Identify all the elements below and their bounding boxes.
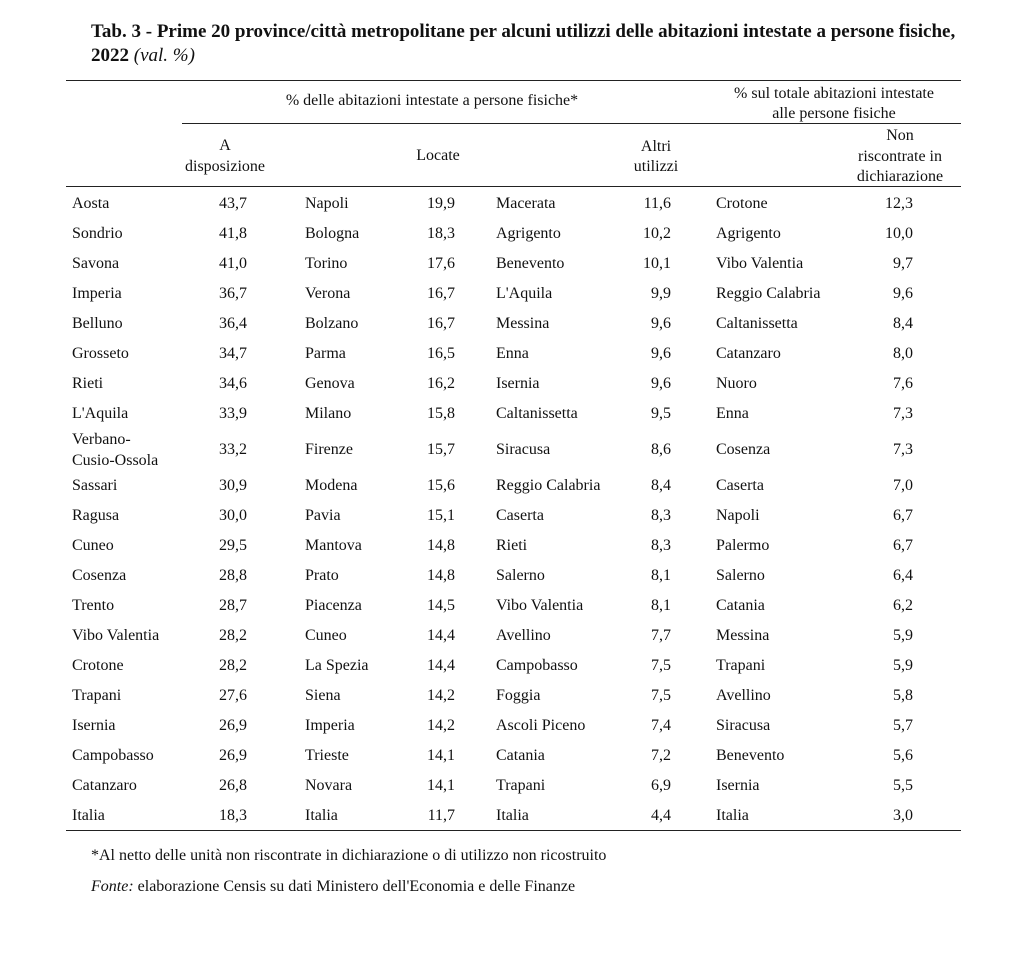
cell-p3: Avellino [496, 627, 551, 644]
source-text: elaborazione Censis su dati Ministero dell'Economia e delle Finanze [137, 878, 576, 895]
cell-p2: Siena [305, 687, 341, 704]
cell-p3: Caltanissetta [496, 405, 578, 422]
col-header-non-riscontrate-line2: riscontrate in [858, 148, 942, 165]
cell-p4: Agrigento [716, 225, 781, 242]
cell-p3: Foggia [496, 687, 541, 704]
cell-v1: 30,0 [219, 507, 247, 524]
cell-v4: 10,0 [885, 225, 913, 242]
cell-v2: 14,8 [427, 537, 455, 554]
cell-v1: 30,9 [219, 477, 247, 494]
cell-v3: 4,4 [651, 807, 671, 824]
cell-p2: Torino [305, 255, 348, 272]
cell-v4: 12,3 [885, 195, 913, 212]
footnote: *Al netto delle unità non riscontrate in dichiarazione o di utilizzo non ricostruito [91, 847, 607, 864]
cell-p4: Vibo Valentia [716, 255, 804, 272]
col-header-locate: Locate [416, 147, 460, 164]
cell-v2: 14,2 [427, 687, 455, 704]
cell-v4: 3,0 [893, 807, 913, 824]
cell-v1: 26,9 [219, 747, 247, 764]
cell-v4: 7,3 [893, 441, 913, 458]
cell-v2: 15,7 [427, 441, 455, 458]
col-header-disposizione-line2: disposizione [185, 158, 265, 175]
cell-p1: Campobasso [72, 747, 154, 764]
cell-v2: 14,2 [427, 717, 455, 734]
cell-v4: 5,9 [893, 657, 913, 674]
cell-p3: Trapani [496, 777, 546, 794]
cell-v4: 5,5 [893, 777, 913, 794]
cell-v2: 14,1 [427, 747, 455, 764]
cell-p1: Cosenza [72, 567, 127, 584]
cell-p4: Avellino [716, 687, 771, 704]
cell-v2: 17,6 [427, 255, 455, 272]
cell-v3: 11,6 [643, 195, 671, 212]
cell-v3: 9,9 [651, 285, 671, 302]
cell-p3: Rieti [496, 537, 528, 554]
cell-p1: Trento [72, 597, 115, 614]
cell-p3: Campobasso [496, 657, 578, 674]
cell-p1: L'Aquila [72, 405, 129, 422]
cell-p1: Imperia [72, 285, 122, 302]
cell-p4: Enna [716, 405, 749, 422]
cell-p2: Mantova [305, 537, 362, 554]
cell-v4: 7,6 [893, 375, 913, 392]
cell-v1: 41,0 [219, 255, 247, 272]
col-header-altri-line1: Altri [640, 138, 672, 155]
cell-p1a: Verbano- [72, 431, 131, 448]
cell-p1: Crotone [72, 657, 124, 674]
cell-v3: 7,5 [651, 657, 671, 674]
cell-p3: Italia [496, 807, 529, 824]
cell-p2: Cuneo [305, 627, 347, 644]
cell-v1: 28,8 [219, 567, 247, 584]
cell-v3: 8,1 [651, 567, 671, 584]
cell-p4: Italia [716, 807, 749, 824]
cell-v1: 29,5 [219, 537, 247, 554]
bottom-rule [66, 830, 961, 831]
cell-p2: Genova [305, 375, 355, 392]
cell-v1: 43,7 [219, 195, 247, 212]
cell-v4: 8,4 [893, 315, 913, 332]
cell-p4: Caserta [716, 477, 764, 494]
cell-p3: Macerata [496, 195, 556, 212]
cell-p1: Grosseto [72, 345, 129, 362]
cell-v4: 9,6 [893, 285, 913, 302]
cell-v2: 16,7 [427, 285, 455, 302]
cell-v4: 5,7 [893, 717, 913, 734]
header-group-percent-totale-line2: alle persone fisiche [772, 105, 896, 122]
cell-v3: 10,2 [643, 225, 671, 242]
cell-v3: 9,6 [651, 315, 671, 332]
cell-v2: 14,4 [427, 627, 455, 644]
cell-v2: 15,6 [427, 477, 455, 494]
cell-p2: Pavia [305, 507, 341, 524]
cell-p3: Messina [496, 315, 550, 332]
header-bottom-rule [66, 186, 961, 187]
cell-p2: Bologna [305, 225, 360, 242]
cell-p2: Parma [305, 345, 346, 362]
col-header-altri-line2: utilizzi [633, 158, 679, 175]
cell-p3: Benevento [496, 255, 565, 272]
cell-p4: Napoli [716, 507, 760, 524]
col-header-non-riscontrate-line1: Non [886, 127, 914, 144]
cell-v4: 6,7 [893, 507, 913, 524]
cell-v3: 7,2 [651, 747, 671, 764]
cell-v1: 26,9 [219, 717, 247, 734]
cell-v4: 6,2 [893, 597, 913, 614]
cell-p2: Milano [305, 405, 352, 422]
cell-p1: Belluno [72, 315, 123, 332]
header-group-rule [182, 123, 961, 124]
cell-v3: 10,1 [643, 255, 671, 272]
cell-v4: 5,8 [893, 687, 913, 704]
cell-p4: Trapani [716, 657, 766, 674]
cell-v3: 8,3 [651, 537, 671, 554]
cell-p1: Catanzaro [72, 777, 137, 794]
cell-v3: 7,7 [651, 627, 671, 644]
title-text: Tab. 3 - Prime 20 province/città metropolitane per alcuni utilizzi delle abitazioni intestate a persone fisiche, 2022 [91, 21, 956, 66]
cell-v4: 9,7 [893, 255, 913, 272]
cell-p4: Salerno [716, 567, 765, 584]
cell-p3: Salerno [496, 567, 545, 584]
cell-v2: 14,4 [427, 657, 455, 674]
cell-v3: 8,4 [651, 477, 671, 494]
cell-p3: Catania [496, 747, 545, 764]
cell-v1: 34,7 [219, 345, 247, 362]
top-rule [66, 80, 961, 81]
cell-v3: 9,6 [651, 375, 671, 392]
cell-v1: 33,2 [219, 441, 247, 458]
cell-p1: Sondrio [72, 225, 123, 242]
cell-p4: Caltanissetta [716, 315, 798, 332]
cell-p4: Nuoro [716, 375, 757, 392]
cell-v2: 14,1 [427, 777, 455, 794]
cell-p4: Cosenza [716, 441, 771, 458]
cell-p1: Ragusa [72, 507, 120, 524]
header-group-percent-totale-line1: % sul totale abitazioni intestate [734, 85, 934, 102]
cell-p2: Novara [305, 777, 353, 794]
cell-v1: 41,8 [219, 225, 247, 242]
cell-v3: 9,6 [651, 345, 671, 362]
cell-v4: 7,3 [893, 405, 913, 422]
cell-p4: Siracusa [716, 717, 771, 734]
cell-v2: 16,7 [427, 315, 455, 332]
cell-p3: Agrigento [496, 225, 561, 242]
cell-p2: Imperia [305, 717, 355, 734]
cell-p1: Aosta [72, 195, 110, 212]
cell-p4: Reggio Calabria [716, 285, 821, 302]
cell-v4: 6,7 [893, 537, 913, 554]
cell-v2: 19,9 [427, 195, 455, 212]
cell-p4: Catania [716, 597, 765, 614]
cell-v3: 8,3 [651, 507, 671, 524]
col-header-non-riscontrate-line3: dichiarazione [856, 168, 944, 185]
cell-p4: Benevento [716, 747, 785, 764]
cell-p1: Sassari [72, 477, 118, 494]
cell-v3: 9,5 [651, 405, 671, 422]
cell-v4: 8,0 [893, 345, 913, 362]
cell-p2: La Spezia [305, 657, 369, 674]
cell-p3: Enna [496, 345, 529, 362]
cell-v4: 6,4 [893, 567, 913, 584]
cell-p1: Savona [72, 255, 120, 272]
cell-v3: 6,9 [651, 777, 671, 794]
cell-v2: 15,1 [427, 507, 455, 524]
cell-v1: 28,2 [219, 627, 247, 644]
cell-p1b: Cusio-Ossola [72, 452, 159, 469]
cell-p2: Piacenza [305, 597, 362, 614]
cell-v3: 7,5 [651, 687, 671, 704]
cell-v2: 14,8 [427, 567, 455, 584]
cell-p1: Vibo Valentia [72, 627, 160, 644]
cell-v2: 14,5 [427, 597, 455, 614]
cell-v3: 8,1 [651, 597, 671, 614]
col-header-disposizione-line1: A [219, 137, 231, 154]
cell-v4: 7,0 [893, 477, 913, 494]
cell-p2: Italia [305, 807, 338, 824]
cell-v2: 18,3 [427, 225, 455, 242]
cell-p4: Crotone [716, 195, 768, 212]
cell-p1: Isernia [72, 717, 116, 734]
cell-v2: 11,7 [427, 807, 455, 824]
cell-v4: 5,6 [893, 747, 913, 764]
cell-v1: 28,2 [219, 657, 247, 674]
cell-p3: Siracusa [496, 441, 551, 458]
cell-v1: 34,6 [219, 375, 247, 392]
cell-p4: Palermo [716, 537, 770, 554]
cell-v1: 36,4 [219, 315, 247, 332]
cell-p1: Italia [72, 807, 105, 824]
cell-p1: Trapani [72, 687, 122, 704]
cell-v1: 26,8 [219, 777, 247, 794]
cell-p4: Catanzaro [716, 345, 781, 362]
cell-p3: Caserta [496, 507, 544, 524]
cell-p1: Rieti [72, 375, 104, 392]
cell-p2: Bolzano [305, 315, 359, 332]
cell-p2: Modena [305, 477, 358, 494]
cell-v2: 15,8 [427, 405, 455, 422]
cell-p1: Cuneo [72, 537, 114, 554]
cell-v3: 8,6 [651, 441, 671, 458]
cell-v2: 16,5 [427, 345, 455, 362]
cell-v4: 5,9 [893, 627, 913, 644]
cell-v1: 18,3 [219, 807, 247, 824]
cell-v3: 7,4 [651, 717, 671, 734]
source-note [91, 877, 575, 897]
cell-v2: 16,2 [427, 375, 455, 392]
cell-p2: Napoli [305, 195, 349, 212]
cell-v1: 33,9 [219, 405, 247, 422]
cell-p3: Reggio Calabria [496, 477, 601, 494]
cell-v1: 28,7 [219, 597, 247, 614]
cell-p3: L'Aquila [496, 285, 553, 302]
header-group-percent-abitazioni: % delle abitazioni intestate a persone fisiche* [285, 92, 579, 109]
cell-p3: Ascoli Piceno [496, 717, 586, 734]
cell-v1: 36,7 [219, 285, 247, 302]
cell-p2: Verona [305, 285, 351, 302]
title-unit: (val. %) [133, 45, 195, 66]
cell-p3: Vibo Valentia [496, 597, 584, 614]
cell-p2: Trieste [305, 747, 349, 764]
cell-p2: Prato [305, 567, 339, 584]
cell-p2: Firenze [305, 441, 353, 458]
cell-v1: 27,6 [219, 687, 247, 704]
cell-p4: Messina [716, 627, 770, 644]
table-title [91, 20, 996, 68]
source-label: Fonte: [91, 878, 134, 895]
cell-p4: Isernia [716, 777, 760, 794]
cell-p3: Isernia [496, 375, 540, 392]
